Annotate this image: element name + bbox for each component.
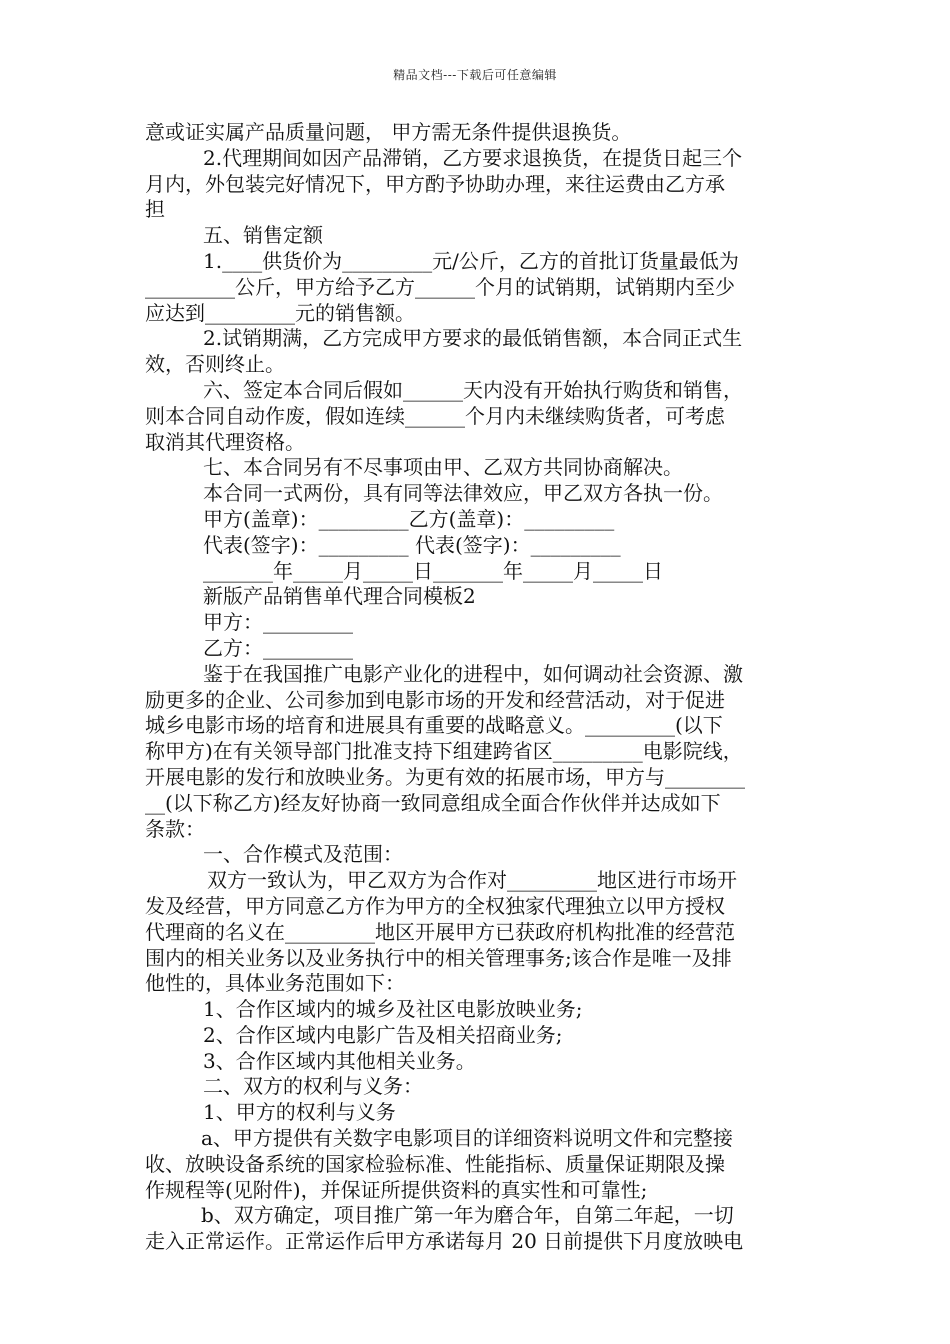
document-body <box>145 120 813 1255</box>
text-line: 开展电影的发行和放映业务。为更有效的拓展市场，甲方与________ <box>145 764 745 789</box>
text-line: 代理商的名义在_________地区开展甲方已获政府机构批准的经营范 <box>145 919 735 944</box>
section-heading: 一、合作模式及范围： <box>203 842 403 867</box>
subsection-heading: 1、甲方的权利与义务 <box>203 1100 396 1125</box>
text-line: 走入正常运作。正常运作后甲方承诺每月 20 日前提供下月度放映电 <box>145 1229 744 1254</box>
text-line: 双方一致认为，甲乙双方为合作对_________地区进行市场开 <box>207 868 737 893</box>
text-line: 称甲方)在有关领导部门批准支持下组建跨省区_________电影院线， <box>145 739 743 764</box>
list-item: 1、合作区域内的城乡及社区电影放映业务; <box>203 997 583 1022</box>
text-line: 围内的相关业务以及业务执行中的相关管理事务;该合作是唯一及排 <box>145 945 732 970</box>
text-line: a、甲方提供有关数字电影项目的详细资料说明文件和完整接 <box>201 1126 733 1151</box>
page-header: 精品文档---下载后可任意编辑 <box>393 68 557 82</box>
text-line: 本合同一式两份，具有同等法律效应，甲乙双方各执一份。 <box>203 481 723 506</box>
section-heading: 二、双方的权利与义务： <box>203 1074 423 1099</box>
text-line: b、双方确定，项目推广第一年为磨合年，自第二年起，一切 <box>201 1203 734 1228</box>
section-heading: 五、销售定额 <box>203 223 323 248</box>
text-line: 收、放映设备系统的国家检验标准、性能指标、质量保证期限及操 <box>145 1151 725 1176</box>
signature-line: 代表(签字)：_________ 代表(签字)：_________ <box>203 532 621 557</box>
text-line: 效，否则终止。 <box>145 352 285 377</box>
text-line: 条款： <box>145 816 205 841</box>
party-b-line: 乙方：_________ <box>203 635 353 660</box>
text-line: 2.代理期间如因产品滞销，乙方要求退换货，在提货日起三个 <box>203 145 743 170</box>
text-line: 则本合同自动作废，假如连续______个月内未继续购货者，可考虑 <box>145 403 725 428</box>
text-line: 作规程等(见附件)，并保证所提供资料的真实性和可靠性; <box>145 1177 648 1202</box>
text-line: 他性的，具体业务范围如下： <box>145 971 405 996</box>
date-line: _______年_____月_____日_______年_____月_____日 <box>203 558 663 583</box>
text-line: 励更多的企业、公司参加到电影市场的开发和经营活动，对于促进 <box>145 687 725 712</box>
text-line: 发及经营，甲方同意乙方作为甲方的全权独家代理独立以甲方授权 <box>145 893 725 918</box>
text-line: __(以下称乙方)经友好协商一致同意组成全面合作伙伴并达成如下 <box>145 790 721 815</box>
list-item: 3、合作区域内其他相关业务。 <box>203 1048 476 1073</box>
text-line: 月内，外包装完好情况下，甲方酌予协助办理，来往运费由乙方承 <box>145 171 725 196</box>
text-line: 鉴于在我国推广电影产业化的进程中，如何调动社会资源、激 <box>203 661 743 686</box>
list-item: 2、合作区域内电影广告及相关招商业务; <box>203 1022 563 1047</box>
text-line: 取消其代理资格。 <box>145 429 305 454</box>
text-line: 担 <box>145 197 165 222</box>
document-title: 新版产品销售单代理合同模板2 <box>203 584 476 609</box>
section-heading: 七、本合同另有不尽事项由甲、乙双方共同协商解决。 <box>203 455 683 480</box>
signature-line: 甲方(盖章)：_________乙方(盖章)：_________ <box>203 506 615 531</box>
text-line: _________公斤，甲方给予乙方______个月的试销期，试销期内至少 <box>145 274 735 299</box>
text-line: 城乡电影市场的培育和进展具有重要的战略意义。_________(以下 <box>145 713 723 738</box>
party-a-line: 甲方：_________ <box>203 610 353 635</box>
section-heading: 六、签定本合同后假如______天内没有开始执行购货和销售， <box>203 377 743 402</box>
text-line: 2.试销期满，乙方完成甲方要求的最低销售额，本合同正式生 <box>203 326 743 351</box>
text-line: 意或证实属产品质量问题， 甲方需无条件提供退换货。 <box>145 120 632 144</box>
text-line: 应达到_________元的销售额。 <box>145 300 415 325</box>
text-line: 1.____供货价为_________元/公斤，乙方的首批订货量最低为 <box>203 248 739 273</box>
